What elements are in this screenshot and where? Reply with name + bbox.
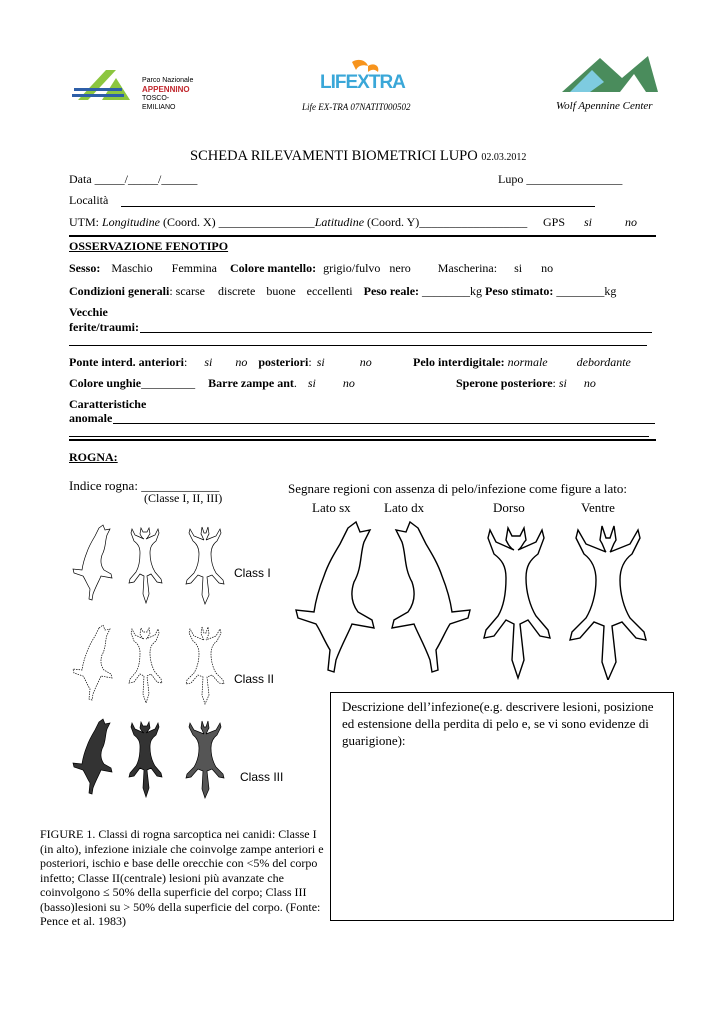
grigio-option[interactable]: grigio/fulvo [323,261,381,275]
ferite-input-line-2[interactable] [69,345,647,346]
wolf-center-label: Wolf Apennine Center [556,100,653,112]
ponte-label: Ponte interd. anteriori [69,355,184,369]
buone-option[interactable]: buone [266,284,296,298]
park-logo-line2: APPENNINO [142,85,190,94]
data-field[interactable]: Data _____/_____/______ [69,172,198,186]
posteriori-no-option[interactable]: no [359,355,372,369]
wolf-outline-lato-dx[interactable] [384,520,476,680]
barre-dot: . [293,376,297,390]
figure-caption: FIGURE 1. Classi di rogna sarcoptica nei canidi: Classe I (in alto), infezione iniziale che coinvolge zampe anteriori e posteriori, ischio e base delle orecchie con <5% del corpo infetto; Classe II(centrale) lesioni più avanzate che coinvolgono ≤ 50% della superficie del corpo; Class III (basso)lesioni su > 50% della superficie del corpo. (Fonte: Pence et al. 1983) [40,827,324,928]
ponte-colon: : [183,355,188,369]
sperone-no-option[interactable]: no [583,376,596,390]
segnare-instruction: Segnare regioni con assenza di pelo/infezione come figure a lato: [288,481,627,496]
ponte-si-option[interactable]: si [204,355,213,369]
park-logo-line3: TOSCO-EMILIANO [142,95,176,111]
peso-reale-field[interactable]: ________kg [422,284,483,298]
eccellenti-option[interactable]: eccellenti [306,284,353,298]
lifextra-logo [318,58,404,98]
coord-x-field[interactable]: (Coord. X) ________________ [163,215,315,229]
condizioni-row [69,284,616,299]
mascherina-si-option[interactable]: si [514,261,523,275]
pelo-group [413,355,631,370]
posteriori-colon: : [308,355,312,369]
peso-stimato-field[interactable]: ________kg [556,284,617,298]
localita-input-line[interactable] [121,206,595,207]
localita-row [69,193,108,208]
ferite-input-line-1[interactable] [140,332,652,333]
caratteristiche-label: Caratteristiche [69,397,147,411]
gps-label: GPS [543,215,566,229]
wolf-outline-lato-sx[interactable] [290,520,382,680]
peso-stimato-label: Peso stimato: [485,284,554,298]
view-label-dorso: Dorso [493,500,525,515]
ferite-label: ferite/traumi: [69,320,139,334]
fenotipo-heading: OSSERVAZIONE FENOTIPO [69,239,229,253]
mascherina-no-option[interactable]: no [541,261,554,275]
class-figure-grid [66,522,242,812]
sperone-group [456,376,596,391]
gps-si-option[interactable]: si [584,215,593,229]
peso-reale-label: Peso reale: [363,284,420,298]
view-label-lato-dx: Lato dx [384,500,425,515]
barre-si-option[interactable]: si [307,376,316,390]
park-logo-line1: Parco Nazionale [142,77,194,84]
class-label-2: Class II [234,672,275,686]
sperone-si-option[interactable]: si [558,376,567,390]
title-date: 02.03.2012 [481,152,527,163]
wolf-center-logo [560,48,660,96]
unghie-label: Colore unghie [69,376,142,390]
ponte-row [69,355,372,370]
posteriori-si-option[interactable]: si [316,355,325,369]
pelo-label: Pelo interdigitale: [413,355,505,369]
class-label-1: Class I [234,566,271,580]
sesso-row [69,261,553,276]
classe-hint: (Classe I, II, III) [144,491,223,505]
wolf-outline-dorso[interactable] [478,520,554,680]
sperone-colon: : [552,376,556,390]
rogna-heading: ROGNA: [69,450,118,464]
ponte-no-option[interactable]: no [235,355,248,369]
gps-no-option[interactable]: no [625,215,638,229]
nero-option[interactable]: nero [389,261,411,275]
barre-no-option[interactable]: no [342,376,355,390]
life-code: Life EX-TRA 07NATIT000502 [302,102,411,112]
view-label-ventre: Ventre [581,500,615,515]
normale-option[interactable]: normale [507,355,548,369]
section-divider-2 [69,439,656,441]
latitudine-label: Latitudine [314,215,365,229]
debordante-option[interactable]: debordante [576,355,631,369]
lupo-field[interactable]: Lupo ________________ [498,172,623,186]
maschio-option[interactable]: Maschio [111,261,153,275]
vecchie-label: Vecchie [69,305,108,319]
class-label-3: Class III [240,770,284,784]
unghie-field[interactable]: _________ [141,376,196,390]
page-title [190,148,526,165]
lifextra-text: LIFEXTRA [320,72,405,93]
wolf-outline-ventre[interactable] [566,520,650,680]
utm-row [69,215,527,230]
anomale-input-line-1[interactable] [113,423,655,424]
longitudine-label: Longitudine [102,215,161,229]
gps-group [543,215,637,230]
descrizione-box[interactable] [330,692,674,921]
unghie-row [69,376,355,391]
utm-label: UTM: [69,215,99,229]
anomale-label: anomale [69,411,113,425]
section-divider [69,235,656,237]
sesso-label: Sesso: [69,261,101,275]
mascherina-label: Mascherina: [437,261,498,275]
title-main: SCHEDA RILEVAMENTI BIOMETRICI LUPO [190,148,478,164]
colore-mantello-label: Colore mantello: [230,261,317,275]
scarse-option[interactable]: : scarse [169,284,205,298]
posteriori-label: posteriori [258,355,309,369]
wolf-mountain-icon [560,48,660,96]
data-row [69,172,197,187]
coord-y-field[interactable]: (Coord. Y)__________________ [367,215,528,229]
anomale-input-line-2[interactable] [69,436,649,437]
sperone-label: Sperone posteriore [456,376,553,390]
localita-label: Località [69,193,109,207]
view-label-lato-sx: Lato sx [312,500,351,515]
discrete-option[interactable]: discrete [218,284,256,298]
condizioni-label: Condizioni generali [69,284,170,298]
park-logo [72,64,202,111]
femmina-option[interactable]: Femmina [171,261,217,275]
descrizione-prompt: Descrizione dell’infezione(e.g. descrivere lesioni, posizione ed estensione della perdita di pelo e, se vi sono evidenze di guarigione): [342,699,654,748]
indice-rogna-field[interactable]: Indice rogna: ____________ [69,478,220,493]
barre-label: Barre zampe ant [208,376,294,390]
